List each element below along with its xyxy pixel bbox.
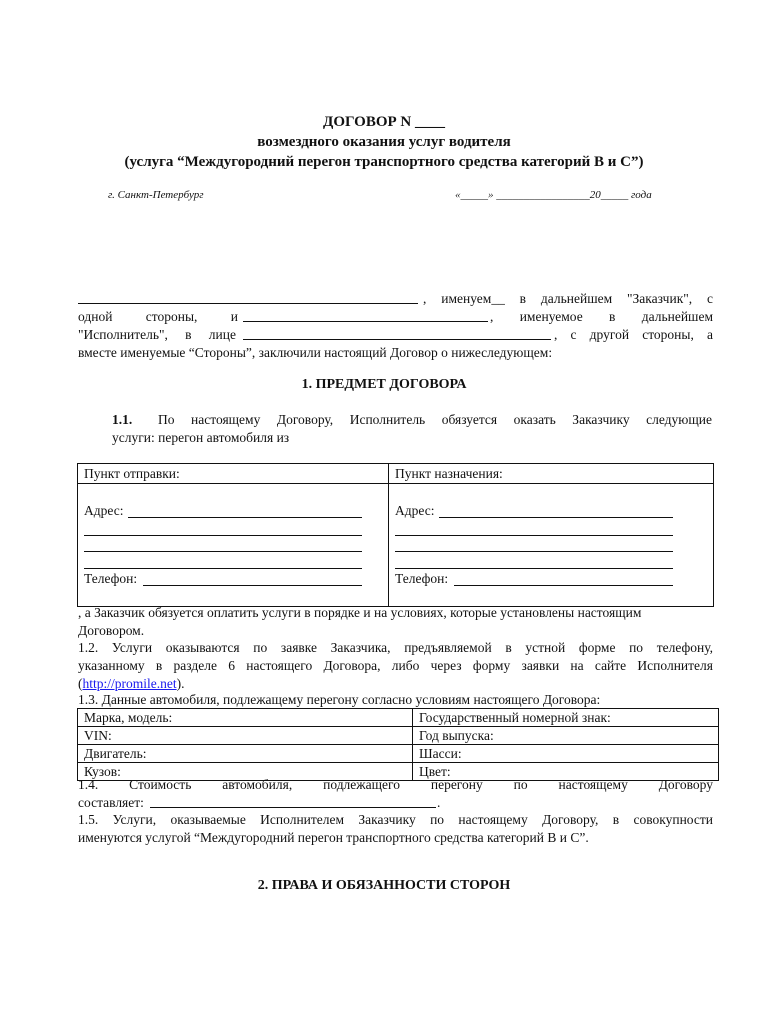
- car-vin[interactable]: VIN:: [78, 727, 413, 745]
- city-label: г. Санкт-Петербург: [108, 189, 204, 201]
- clause-1-1-number: 1.1.: [112, 412, 133, 427]
- parties-line-2-a: одной стороны, и: [78, 309, 238, 324]
- route-table: [77, 463, 714, 607]
- route-from-header: Пункт отправки:: [84, 466, 180, 481]
- clause-1-4-line-2: [78, 794, 713, 812]
- car-plate-number[interactable]: Государственный номерной знак:: [413, 709, 719, 727]
- executor-name-blank: [243, 321, 488, 322]
- to-address-label[interactable]: Адрес:: [395, 503, 435, 518]
- contract-title: ДОГОВОР N ____: [323, 114, 445, 130]
- route-from-cell: [78, 484, 389, 607]
- from-address-line-2[interactable]: [84, 535, 362, 536]
- car-engine[interactable]: Двигатель:: [78, 745, 413, 763]
- route-to-cell: [389, 484, 714, 607]
- clause-1-2-line-1: 1.2. Услуги оказываются по заявке Заказчика, предъявляемой в устной форме по телефону,: [78, 640, 713, 655]
- clause-1-1-line-1: [112, 411, 712, 429]
- car-chassis[interactable]: Шасси:: [413, 745, 719, 763]
- link-open-paren: (: [78, 676, 83, 691]
- parties-line-4: вместе именуемые “Стороны”, заключили настоящий Договор о нижеследующем:: [78, 345, 553, 360]
- from-phone-line[interactable]: [143, 585, 362, 586]
- to-phone-line[interactable]: [454, 585, 673, 586]
- section-1-heading: 1. ПРЕДМЕТ ДОГОВОРА: [301, 377, 467, 392]
- parties-line-3-b: , с другой стороны, а: [554, 327, 713, 342]
- from-address-label[interactable]: Адрес:: [84, 503, 124, 518]
- parties-line-2: [78, 308, 713, 326]
- car-make-model[interactable]: Марка, модель:: [78, 709, 413, 727]
- clause-1-5-line-2: именуются услугой “Междугородний перегон транспортного средства категорий B и C”.: [78, 830, 589, 845]
- parties-line-1-text: , именуем__ в дальнейшем "Заказчик", с: [423, 291, 713, 306]
- route-from-header-cell: [78, 464, 389, 484]
- car-data-table: [77, 708, 719, 781]
- car-body[interactable]: Кузов:: [78, 763, 413, 781]
- clause-1-1-text: По настоящему Договору, Исполнитель обязуется оказать Заказчику следующие: [158, 412, 712, 427]
- to-address-line-2[interactable]: [395, 535, 673, 536]
- clause-1-4-label: составляет:: [78, 795, 144, 810]
- to-address-line-1[interactable]: [439, 517, 673, 518]
- parties-line-3-a: "Исполнитель", в лице: [78, 327, 236, 342]
- website-link[interactable]: http://promile.net: [82, 676, 177, 691]
- clause-1-5-line-1: 1.5. Услуги, оказываемые Исполнителем Заказчику по настоящему Договору, в совокупности: [78, 812, 713, 827]
- parties-line-1: [78, 290, 713, 308]
- date-field: «_____» _________________20_____ года: [455, 189, 652, 201]
- clause-1-4-line-1: 1.4. Стоимость автомобиля, подлежащего перегону по настоящему Договору: [78, 777, 713, 792]
- to-address-line-3[interactable]: [395, 551, 673, 552]
- route-to-header: Пункт назначения:: [395, 466, 503, 481]
- contract-service-title: (услуга “Междугородний перегон транспортного средства категорий B и C”): [124, 154, 644, 170]
- to-phone-label[interactable]: Телефон:: [395, 571, 449, 586]
- customer-name-blank: [78, 303, 418, 304]
- clause-1-2-line-3: [78, 675, 185, 693]
- from-address-line-1[interactable]: [128, 517, 362, 518]
- to-address-line-4[interactable]: [395, 568, 673, 569]
- clause-1-3: 1.3. Данные автомобиля, подлежащему перегону согласно условиям настоящего Договора:: [78, 692, 601, 707]
- car-value-blank[interactable]: [150, 807, 436, 808]
- representative-blank: [243, 339, 551, 340]
- clause-1-2-line-2: указанному в разделе 6 настоящего Договора, либо через форму заявки на сайте Исполнителя: [78, 658, 713, 673]
- clause-1-4-period: .: [437, 795, 441, 810]
- section-2-heading: 2. ПРАВА И ОБЯЗАННОСТИ СТОРОН: [257, 878, 511, 893]
- car-year[interactable]: Год выпуска:: [413, 727, 719, 745]
- link-close-paren: ).: [176, 676, 185, 691]
- car-color[interactable]: Цвет:: [413, 763, 719, 781]
- clause-1-1-line-2: услуги: перегон автомобиля из: [112, 430, 290, 445]
- contract-subtitle: возмездного оказания услуг водителя: [257, 134, 511, 150]
- from-phone-label[interactable]: Телефон:: [84, 571, 138, 586]
- from-address-line-3[interactable]: [84, 551, 362, 552]
- payment-clause-line-1: , а Заказчик обязуется оплатить услуги в порядке и на условиях, которые установлены настоящим: [78, 605, 642, 620]
- payment-clause-line-2: Договором.: [78, 623, 145, 638]
- route-to-header-cell: [389, 464, 714, 484]
- parties-line-2-b: , именуемое в дальнейшем: [490, 309, 713, 324]
- from-address-line-4[interactable]: [84, 568, 362, 569]
- parties-line-3: [78, 326, 713, 344]
